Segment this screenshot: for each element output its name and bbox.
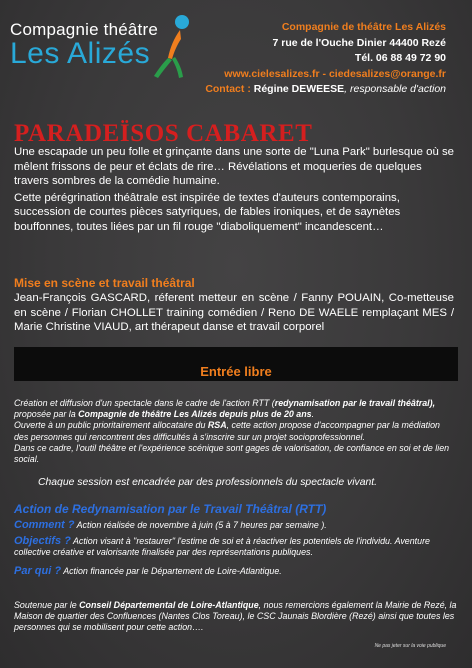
qa-question: Par qui ?	[14, 565, 62, 577]
entree-libre: Entrée libre	[200, 364, 272, 379]
contact-block	[205, 20, 446, 98]
show-description	[14, 145, 454, 234]
show-title: PARADEÏSOS CABARET	[14, 120, 313, 147]
qa-comment	[14, 520, 458, 531]
company-phone: Tél. 06 88 49 72 90	[354, 52, 446, 65]
mise-en-scene-text: Jean-François GASCARD, réferent metteur en scène / Fanny POUAIN, Co-metteuse en scène / Florian CHOLLET training comédien / Reno DE WAELE remplaçant MES / Marie Christine VIAUD, art thérapeut danse et travail corporel	[14, 292, 454, 333]
qa-answer: Action réalisée de novembre à juin (5 à 7 heures par semaine ).	[74, 520, 327, 530]
description-paragraph-1: Une escapade un peu folle et grinçante dans une sorte de "Luna Park" burlesque où se mêlent frissons de peur et éclats de rire… Révélations et moqueries de quelques travers sombres de la comédie humaine.	[14, 146, 454, 187]
company-name: Compagnie de théâtre Les Alizés	[281, 21, 446, 33]
contact-name: Régine DEWEESE	[253, 83, 345, 96]
contact-role: , responsable d'action	[344, 83, 446, 96]
contact-line	[205, 82, 446, 98]
support-paragraph: Soutenue par le Conseil Départemental de Loire-Atlantique, nous remercions également la Mairie de Rezé, la Maison de quartier des Confluences (Nantes Clos Toreau), le CSC Jaunais Blordière (Rezé) ainsi que toutes les personnes qui se mobilisent pour cette action….	[14, 600, 457, 633]
qa-answer: Action financée par le Département de Loire-Atlantique.	[61, 566, 282, 576]
company-web-email: www.cielesalizes.fr - ciedesalizes@orange.fr	[224, 67, 446, 80]
mise-en-scene-heading: Mise en scène et travail théâtral	[14, 276, 195, 290]
qa-question: Comment ?	[14, 519, 75, 531]
dancer-icon	[150, 12, 195, 82]
session-note: Chaque session est encadrée par des professionnels du spectacle vivant.	[38, 477, 378, 488]
creation-paragraph: Création et diffusion d'un spectacle dans le cadre de l'action RTT (redynamisation par le travail théâtral), proposée par la Compagnie de théâtre Les Alizés depuis plus de 20 ans. Ouverte à un public prioritairement allocataire du RSA, cette action propose d'accompagner par la médiation des personnes qui rencontrent des difficultés à s'inscrire sur un projet socioprofessionnel. Dans ce cadre, l'outil théâtre et l'expérience scénique sont gages de valorisation, de confiance en soi et de lien social.	[14, 398, 450, 465]
footnote: Ne pas jeter sur la voie publique	[374, 643, 446, 649]
logo-company-line: Compagnie théâtre	[10, 20, 158, 39]
action-heading: Action de Redynamisation par le Travail Théâtral (RTT)	[14, 502, 327, 516]
description-paragraph-2: Cette pérégrination théâtrale est inspirée de textes d'auteurs contemporains, succession de courtes pièces satyriques, de fables ironiques, et de saynètes bouffonnes, toutes liées par un fil rouge "diaboliquement" incandescent…	[14, 191, 401, 233]
company-address: 7 rue de l'Ouche Dinier 44400 Rezé	[272, 36, 446, 49]
qa-answer: Action visant à "restaurer" l'estime de soi et à réactiver les potentiels de l'individu. Aventure collective créative et valorisante finalisée par des représentations publiques.	[14, 536, 430, 558]
contact-label: Contact :	[205, 83, 251, 96]
qa-objectifs	[14, 536, 458, 558]
logo-company-name: Les Alizés	[10, 37, 151, 70]
qa-par-qui	[14, 566, 458, 577]
qa-question: Objectifs ?	[14, 535, 71, 547]
